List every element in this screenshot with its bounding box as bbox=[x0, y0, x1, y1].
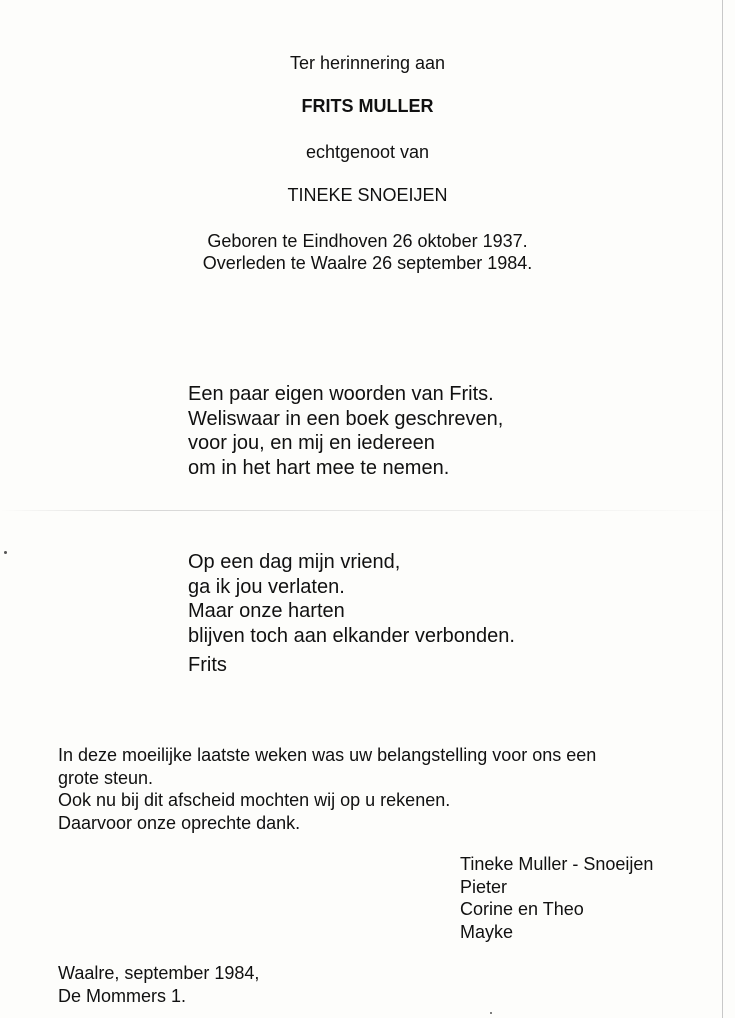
poem-intro-line: om in het hart mee te nemen. bbox=[188, 456, 450, 479]
paper-speck bbox=[490, 1012, 492, 1014]
poem-intro-line: Een paar eigen woorden van Frits. bbox=[188, 383, 494, 405]
poem-signature: Frits bbox=[188, 654, 227, 676]
spouse-name: TINEKE SNOEIJEN bbox=[287, 185, 448, 205]
birth-line: Geboren te Eindhoven 26 oktober 1937. bbox=[207, 231, 528, 251]
family-member: Pieter bbox=[460, 876, 508, 897]
thanks-line: Ook nu bij dit afscheid mochten wij op u rekenen. bbox=[58, 790, 451, 810]
poem bbox=[188, 550, 515, 648]
thanks-line: Daarvoor onze oprechte dank. bbox=[58, 812, 301, 833]
family-member: Corine en Theo bbox=[460, 899, 584, 919]
place-date: Waalre, september 1984, bbox=[58, 963, 260, 983]
thanks-line: In deze moeilijke laatste weken was uw belangstelling voor ons een bbox=[58, 745, 597, 765]
memorial-heading: Ter herinnering aan bbox=[289, 53, 446, 73]
poem-line: ga ik jou verlaten. bbox=[188, 575, 345, 598]
family-member: Tineke Muller - Snoeijen bbox=[460, 854, 654, 874]
poem-intro-line: voor jou, en mij en iedereen bbox=[188, 432, 435, 454]
poem-line: Op een dag mijn vriend, bbox=[188, 551, 401, 573]
fold-line bbox=[0, 510, 735, 511]
deceased-name: FRITS MULLER bbox=[301, 96, 434, 116]
poem-line: Maar onze harten bbox=[188, 600, 345, 622]
thanks-line: grote steun. bbox=[58, 767, 154, 788]
family-names bbox=[460, 853, 653, 943]
thanks-message bbox=[58, 744, 698, 834]
death-line: Overleden te Waalre 26 september 1984. bbox=[202, 253, 533, 273]
paper-speck bbox=[4, 551, 7, 554]
poem-line: blijven toch aan elkander verbonden. bbox=[188, 624, 515, 647]
poem-intro bbox=[188, 382, 503, 480]
life-dates bbox=[0, 230, 735, 274]
place-and-address bbox=[58, 962, 259, 1007]
family-member: Mayke bbox=[460, 921, 514, 942]
poem-intro-line: Weliswaar in een boek geschreven, bbox=[188, 407, 504, 430]
spouse-label: echtgenoot van bbox=[305, 142, 430, 162]
address: De Mommers 1. bbox=[58, 985, 187, 1006]
